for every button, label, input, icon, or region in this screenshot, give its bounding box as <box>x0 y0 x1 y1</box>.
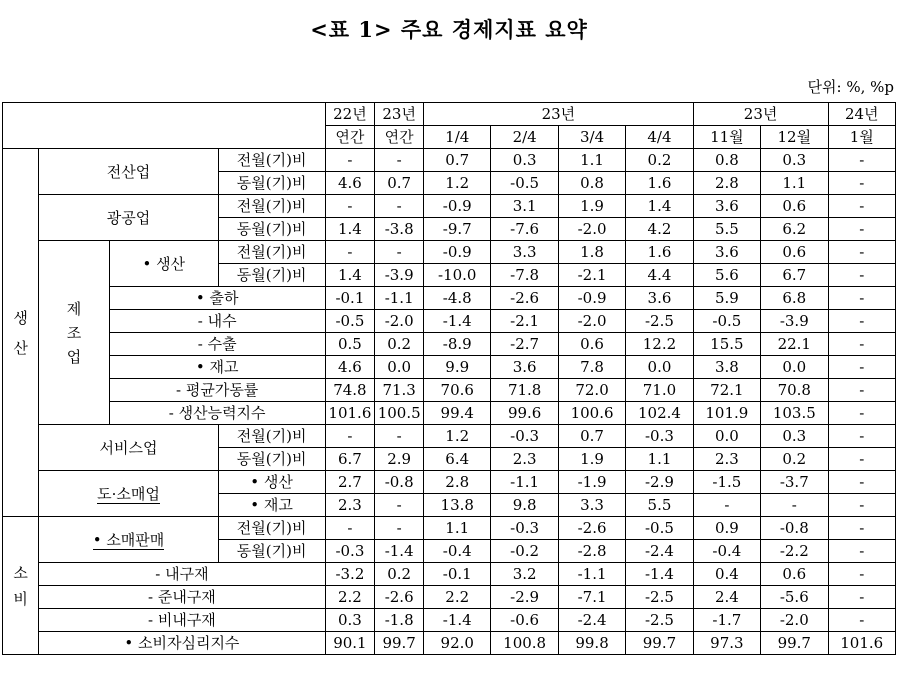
cell: 3.1 <box>491 195 558 218</box>
cell: 4.4 <box>626 264 693 287</box>
row-label: 동월(기)비 <box>218 218 325 241</box>
cell: - <box>375 195 424 218</box>
row-label: - 평균가동률 <box>109 379 325 402</box>
cell: -0.3 <box>491 425 558 448</box>
cell: 99.4 <box>424 402 491 425</box>
cell: 0.3 <box>325 609 375 632</box>
row-label: 전월(기)비 <box>218 149 325 172</box>
row-label: • 출하 <box>109 287 325 310</box>
cell: -2.9 <box>626 471 693 494</box>
cell: 9.9 <box>424 356 491 379</box>
cell: - <box>828 241 896 264</box>
group-services: 서비스업 <box>39 425 218 471</box>
cell: - <box>761 494 828 517</box>
cell: 1.4 <box>626 195 693 218</box>
cell: - <box>375 517 424 540</box>
cell: -0.9 <box>424 241 491 264</box>
header-y23-months: 23년 <box>693 103 828 126</box>
header-q4: 4/4 <box>626 126 693 149</box>
cell: -9.7 <box>424 218 491 241</box>
cell: -10.0 <box>424 264 491 287</box>
cell: -1.1 <box>491 471 558 494</box>
cell: 0.6 <box>558 333 625 356</box>
cell: 1.1 <box>558 149 625 172</box>
cell: - <box>828 563 896 586</box>
section-consumption: 소 비 <box>3 517 39 655</box>
cell: 2.4 <box>693 586 760 609</box>
cell: 71.0 <box>626 379 693 402</box>
header-y24: 24년 <box>828 103 896 126</box>
cell: 12.2 <box>626 333 693 356</box>
cell: 72.0 <box>558 379 625 402</box>
cell: 100.8 <box>491 632 558 655</box>
table-row <box>3 402 896 425</box>
cell: -0.3 <box>626 425 693 448</box>
cell: -3.7 <box>761 471 828 494</box>
group-mining-industry: 광공업 <box>39 195 218 241</box>
economic-indicators-table <box>2 102 896 655</box>
cell: - <box>375 494 424 517</box>
cell: - <box>828 609 896 632</box>
cell: - <box>828 402 896 425</box>
cell: -2.0 <box>761 609 828 632</box>
cell: - <box>828 310 896 333</box>
cell: -2.2 <box>761 540 828 563</box>
cell: 1.2 <box>424 172 491 195</box>
cell: - <box>828 517 896 540</box>
table-row <box>3 471 896 494</box>
header-m11: 11월 <box>693 126 760 149</box>
cell: 5.6 <box>693 264 760 287</box>
cell: 99.7 <box>375 632 424 655</box>
cell: - <box>828 448 896 471</box>
cell: -1.1 <box>558 563 625 586</box>
cell: 1.4 <box>325 264 375 287</box>
cell: 2.2 <box>325 586 375 609</box>
cell: -2.1 <box>491 310 558 333</box>
cell: -2.5 <box>626 310 693 333</box>
table-row <box>3 333 896 356</box>
cell: 4.6 <box>325 356 375 379</box>
cell: - <box>325 149 375 172</box>
header-annual22: 연간 <box>325 126 375 149</box>
cell: -3.9 <box>761 310 828 333</box>
cell: 3.6 <box>693 241 760 264</box>
cell: -0.8 <box>761 517 828 540</box>
cell: 5.9 <box>693 287 760 310</box>
cell: -0.9 <box>558 287 625 310</box>
cell: 103.5 <box>761 402 828 425</box>
row-label: - 수출 <box>109 333 325 356</box>
cell: 101.6 <box>325 402 375 425</box>
cell: - <box>828 494 896 517</box>
cell: 0.7 <box>558 425 625 448</box>
cell: - <box>828 149 896 172</box>
cell: - <box>325 425 375 448</box>
cell: 13.8 <box>424 494 491 517</box>
cell: 2.9 <box>375 448 424 471</box>
row-label: - 비내구재 <box>39 609 325 632</box>
header-annual23: 연간 <box>375 126 424 149</box>
header-y23-quarters: 23년 <box>424 103 694 126</box>
cell: -1.4 <box>375 540 424 563</box>
cell: -3.9 <box>375 264 424 287</box>
cell: 101.6 <box>828 632 896 655</box>
cell: - <box>828 287 896 310</box>
cell: 0.0 <box>761 356 828 379</box>
cell: 0.0 <box>693 425 760 448</box>
row-label: - 내수 <box>109 310 325 333</box>
cell: 99.7 <box>626 632 693 655</box>
table-row <box>3 563 896 586</box>
cell: 2.3 <box>325 494 375 517</box>
cell: -1.4 <box>424 609 491 632</box>
cell: -0.4 <box>693 540 760 563</box>
table-row <box>3 379 896 402</box>
cell: 3.2 <box>491 563 558 586</box>
cell: 0.2 <box>761 448 828 471</box>
cell: -2.6 <box>375 586 424 609</box>
cell: 1.1 <box>424 517 491 540</box>
cell: 70.6 <box>424 379 491 402</box>
cell: -2.4 <box>558 609 625 632</box>
cell: -0.3 <box>325 540 375 563</box>
cell: 0.7 <box>375 172 424 195</box>
cell: 0.7 <box>424 149 491 172</box>
cell: 3.6 <box>693 195 760 218</box>
cell: 100.6 <box>558 402 625 425</box>
cell: - <box>375 149 424 172</box>
table-row <box>3 195 896 218</box>
cell: -2.1 <box>558 264 625 287</box>
section-production: 생 산 <box>3 149 39 517</box>
cell: - <box>828 540 896 563</box>
cell: 0.0 <box>375 356 424 379</box>
row-label: - 생산능력지수 <box>109 402 325 425</box>
cell: - <box>828 264 896 287</box>
cell: - <box>325 195 375 218</box>
table-row <box>3 425 896 448</box>
cell: 70.8 <box>761 379 828 402</box>
cell: -2.5 <box>626 586 693 609</box>
cell: 3.8 <box>693 356 760 379</box>
cell: 6.7 <box>325 448 375 471</box>
cell: 3.3 <box>491 241 558 264</box>
cell: - <box>828 333 896 356</box>
cell: -1.8 <box>375 609 424 632</box>
cell: 1.6 <box>626 172 693 195</box>
cell: - <box>828 356 896 379</box>
header-m12: 12월 <box>761 126 828 149</box>
cell: 0.4 <box>693 563 760 586</box>
group-all-industry: 전산업 <box>39 149 218 195</box>
cell: 5.5 <box>626 494 693 517</box>
cell: 92.0 <box>424 632 491 655</box>
cell: -0.5 <box>491 172 558 195</box>
cell: 1.9 <box>558 195 625 218</box>
cell: -1.1 <box>375 287 424 310</box>
cell: 4.6 <box>325 172 375 195</box>
cell: 2.3 <box>491 448 558 471</box>
cell: 3.6 <box>626 287 693 310</box>
cell: -0.8 <box>375 471 424 494</box>
cell: 97.3 <box>693 632 760 655</box>
cell: -7.6 <box>491 218 558 241</box>
cell: -2.0 <box>558 218 625 241</box>
cell: -2.0 <box>375 310 424 333</box>
cell: 0.6 <box>761 241 828 264</box>
cell: -2.8 <box>558 540 625 563</box>
cell: 2.7 <box>325 471 375 494</box>
cell: -2.6 <box>558 517 625 540</box>
cell: -3.8 <box>375 218 424 241</box>
cell: -0.6 <box>491 609 558 632</box>
header-corner <box>3 103 326 149</box>
row-label: 동월(기)비 <box>218 540 325 563</box>
cell: 4.2 <box>626 218 693 241</box>
cell: - <box>375 241 424 264</box>
row-label: 동월(기)비 <box>218 264 325 287</box>
header-q3: 3/4 <box>558 126 625 149</box>
cell: 2.2 <box>424 586 491 609</box>
cell: 1.8 <box>558 241 625 264</box>
row-label: 전월(기)비 <box>218 517 325 540</box>
cell: 6.8 <box>761 287 828 310</box>
section-manufacturing: 제 조 업 <box>39 241 110 425</box>
row-label: 전월(기)비 <box>218 195 325 218</box>
table-row <box>3 356 896 379</box>
cell: - <box>828 379 896 402</box>
cell: -5.6 <box>761 586 828 609</box>
row-label: • 재고 <box>218 494 325 517</box>
cell: -1.5 <box>693 471 760 494</box>
cell: - <box>828 172 896 195</box>
cell: - <box>828 218 896 241</box>
table-row <box>3 632 896 655</box>
cell: 9.8 <box>491 494 558 517</box>
cell: -4.8 <box>424 287 491 310</box>
cell: 99.8 <box>558 632 625 655</box>
table-row <box>3 149 896 172</box>
cell: 0.2 <box>375 333 424 356</box>
cell: -0.5 <box>693 310 760 333</box>
cell: -1.4 <box>626 563 693 586</box>
cell: 1.6 <box>626 241 693 264</box>
cell: 100.5 <box>375 402 424 425</box>
cell: -8.9 <box>424 333 491 356</box>
cell: -1.7 <box>693 609 760 632</box>
cell: - <box>828 471 896 494</box>
cell: -2.7 <box>491 333 558 356</box>
cell: 6.7 <box>761 264 828 287</box>
cell: -0.1 <box>424 563 491 586</box>
cell: 101.9 <box>693 402 760 425</box>
cell: - <box>828 425 896 448</box>
cell: 71.3 <box>375 379 424 402</box>
cell: 99.7 <box>761 632 828 655</box>
header-q2: 2/4 <box>491 126 558 149</box>
cell: -2.9 <box>491 586 558 609</box>
cell: 74.8 <box>325 379 375 402</box>
cell: 1.1 <box>761 172 828 195</box>
cell: 1.4 <box>325 218 375 241</box>
group-retail-sales: • 소매판매 <box>39 517 218 563</box>
cell: -1.4 <box>424 310 491 333</box>
header-q1: 1/4 <box>424 126 491 149</box>
cell: 0.5 <box>325 333 375 356</box>
cell: 102.4 <box>626 402 693 425</box>
cell: 1.2 <box>424 425 491 448</box>
cell: - <box>828 195 896 218</box>
cell: 90.1 <box>325 632 375 655</box>
table-row <box>3 310 896 333</box>
cell: 1.9 <box>558 448 625 471</box>
cell: 0.2 <box>375 563 424 586</box>
cell: -7.8 <box>491 264 558 287</box>
table-row <box>3 586 896 609</box>
row-label: - 내구재 <box>39 563 325 586</box>
table-row <box>3 241 896 264</box>
cell: - <box>828 586 896 609</box>
cell: -7.1 <box>558 586 625 609</box>
table-row <box>3 287 896 310</box>
cell: - <box>693 494 760 517</box>
cell: 0.3 <box>761 425 828 448</box>
cell: 99.6 <box>491 402 558 425</box>
row-label: • 재고 <box>109 356 325 379</box>
cell: -1.9 <box>558 471 625 494</box>
cell: 15.5 <box>693 333 760 356</box>
cell: 72.1 <box>693 379 760 402</box>
cell: -0.9 <box>424 195 491 218</box>
cell: 71.8 <box>491 379 558 402</box>
cell: -0.3 <box>491 517 558 540</box>
cell: 3.6 <box>491 356 558 379</box>
cell: 2.8 <box>424 471 491 494</box>
cell: -2.4 <box>626 540 693 563</box>
cell: 0.3 <box>491 149 558 172</box>
cell: -0.4 <box>424 540 491 563</box>
cell: 7.8 <box>558 356 625 379</box>
table-title: <표 1> 주요 경제지표 요약 <box>310 17 588 42</box>
row-label: 동월(기)비 <box>218 448 325 471</box>
group-mfg-production: • 생산 <box>109 241 218 287</box>
header-y22: 22년 <box>325 103 375 126</box>
row-label: • 소비자심리지수 <box>39 632 325 655</box>
cell: 2.3 <box>693 448 760 471</box>
table-row <box>3 517 896 540</box>
cell: 0.3 <box>761 149 828 172</box>
header-m1: 1월 <box>828 126 896 149</box>
cell: -0.2 <box>491 540 558 563</box>
cell: 0.0 <box>626 356 693 379</box>
unit-label: 단위: %, %p <box>807 78 894 96</box>
cell: 2.8 <box>693 172 760 195</box>
cell: 6.4 <box>424 448 491 471</box>
cell: 3.3 <box>558 494 625 517</box>
cell: 0.6 <box>761 563 828 586</box>
group-wholesale-retail: 도·소매업 <box>39 471 218 517</box>
cell: - <box>325 241 375 264</box>
row-label: • 생산 <box>218 471 325 494</box>
row-label: - 준내구재 <box>39 586 325 609</box>
header-y23-annual: 23년 <box>375 103 424 126</box>
cell: 1.1 <box>626 448 693 471</box>
cell: - <box>325 517 375 540</box>
row-label: 전월(기)비 <box>218 425 325 448</box>
cell: -2.0 <box>558 310 625 333</box>
cell: -3.2 <box>325 563 375 586</box>
cell: -2.5 <box>626 609 693 632</box>
cell: 22.1 <box>761 333 828 356</box>
cell: 6.2 <box>761 218 828 241</box>
row-label: 동월(기)비 <box>218 172 325 195</box>
cell: 0.6 <box>761 195 828 218</box>
table-row <box>3 609 896 632</box>
cell: -0.5 <box>626 517 693 540</box>
cell: -0.1 <box>325 287 375 310</box>
row-label: 전월(기)비 <box>218 241 325 264</box>
cell: 0.2 <box>626 149 693 172</box>
cell: 0.8 <box>558 172 625 195</box>
cell: 5.5 <box>693 218 760 241</box>
cell: - <box>375 425 424 448</box>
cell: -0.5 <box>325 310 375 333</box>
cell: 0.9 <box>693 517 760 540</box>
cell: -2.6 <box>491 287 558 310</box>
header-row-years <box>3 103 896 126</box>
cell: 0.8 <box>693 149 760 172</box>
